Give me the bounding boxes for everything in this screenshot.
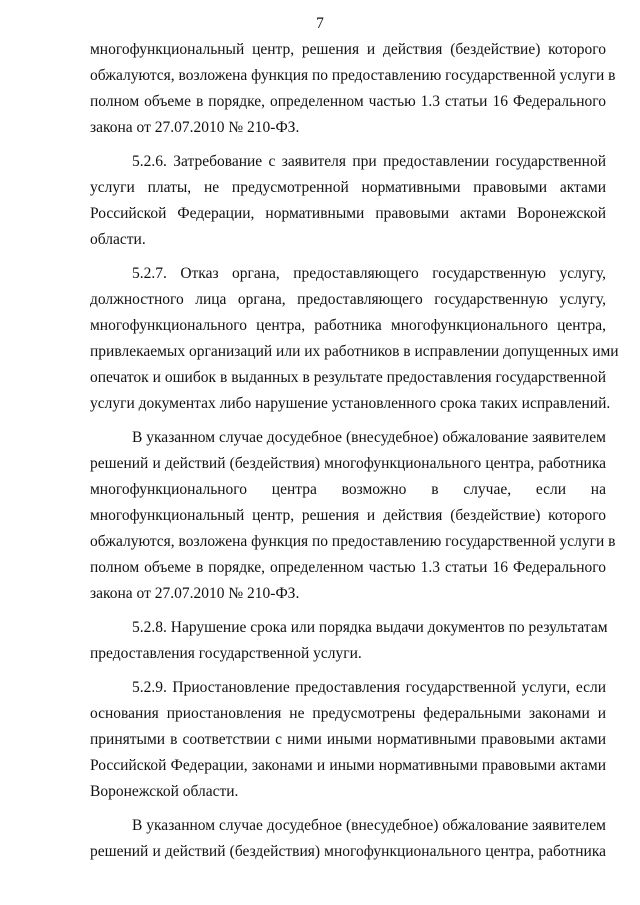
text-line: 5.2.8. Нарушение срока или порядка выдачи документов по результатам xyxy=(132,619,608,636)
paragraph xyxy=(90,675,606,805)
text-line: В указанном случае досудебное (внесудебное) обжалование заявителем xyxy=(132,429,606,446)
text-line: многофункциональный центр, решения и действия (бездействие) которого xyxy=(90,507,606,524)
text-line: В указанном случае досудебное (внесудебное) обжалование заявителем xyxy=(132,817,606,834)
text-line: многофункционального центра возможно в случае, если на xyxy=(90,481,606,498)
text-line: многофункциональный центр, решения и действия (бездействие) которого xyxy=(90,41,606,58)
text-line: полном объеме в порядке, определенном частью 1.3 статьи 16 Федерального xyxy=(90,559,606,576)
paragraph xyxy=(90,615,606,667)
text-line: Российской Федерации, нормативными правовыми актами Воронежской xyxy=(90,205,606,222)
text-line: решений и действий (бездействия) многофункционального центра, работника xyxy=(90,455,606,472)
text-line: услуги документах либо нарушение установленного срока таких исправлений. xyxy=(90,395,611,412)
text-line: Воронежской области. xyxy=(90,783,239,800)
text-line: 5.2.7. Отказ органа, предоставляющего государственную услугу, xyxy=(132,265,606,282)
paragraph xyxy=(90,37,616,141)
text-line: 5.2.6. Затребование с заявителя при предоставлении государственной xyxy=(132,153,606,170)
text-line: обжалуются, возложена функция по предоставлению государственной услуги в xyxy=(90,67,616,84)
text-line: закона от 27.07.2010 № 210-ФЗ. xyxy=(90,585,300,602)
paragraph xyxy=(90,149,606,253)
page-number: 7 xyxy=(316,15,324,32)
text-line: 5.2.9. Приостановление предоставления государственной услуги, если xyxy=(132,679,606,696)
text-line: принятыми в соответствии с ними иными нормативными правовыми актами xyxy=(90,731,606,748)
text-line: Российской Федерации, законами и иными нормативными правовыми актами xyxy=(90,757,606,774)
document-body xyxy=(90,37,619,873)
text-line: основания приостановления не предусмотрены федеральными законами и xyxy=(90,705,606,722)
text-line: предоставления государственной услуги. xyxy=(90,645,362,662)
text-line: привлекаемых организаций или их работников в исправлении допущенных ими xyxy=(90,343,619,360)
text-line: полном объеме в порядке, определенном частью 1.3 статьи 16 Федерального xyxy=(90,93,606,110)
text-line: опечаток и ошибок в выданных в результате предоставления государственной xyxy=(90,369,606,386)
text-line: должностного лица органа, предоставляющего государственную услугу, xyxy=(90,291,606,308)
paragraph xyxy=(90,813,606,865)
text-line: области. xyxy=(90,231,146,248)
text-line: многофункционального центра, работника многофункционального центра, xyxy=(90,317,606,334)
text-line: закона от 27.07.2010 № 210-ФЗ. xyxy=(90,119,300,136)
text-line: услуги платы, не предусмотренной нормативными правовыми актами xyxy=(90,179,606,196)
text-line: решений и действий (бездействия) многофункционального центра, работника xyxy=(90,843,606,860)
paragraph xyxy=(90,425,616,607)
paragraph xyxy=(90,261,619,417)
text-line: обжалуются, возложена функция по предоставлению государственной услуги в xyxy=(90,533,616,550)
